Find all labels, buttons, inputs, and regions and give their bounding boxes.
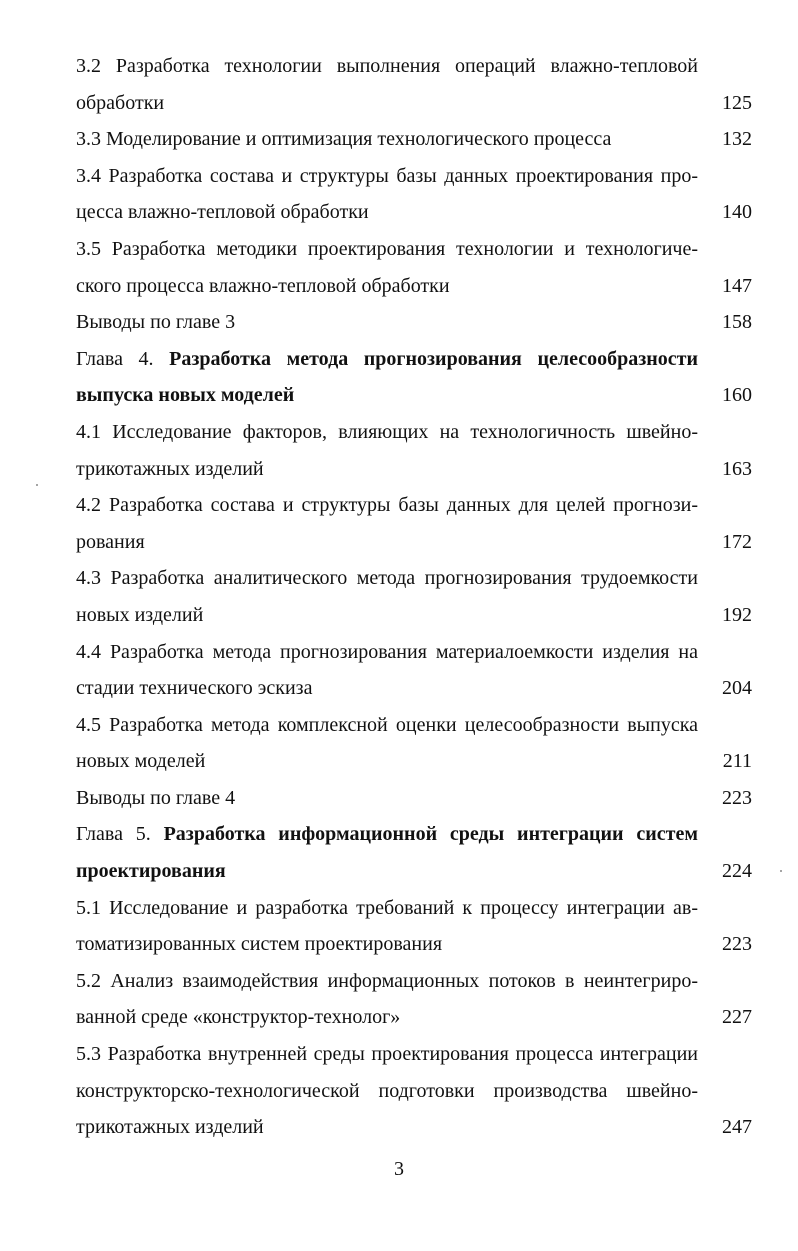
toc-entry-line: конструкторско-технологической подготовки производства швейно- — [76, 1079, 698, 1102]
page-number-footer: 3 — [394, 1158, 404, 1180]
toc-entry-4-4 — [76, 634, 752, 707]
toc-entry-line: обработки — [76, 91, 165, 114]
toc-page-number: 192 — [722, 603, 752, 626]
toc-entry-4-3 — [76, 560, 752, 633]
toc-entry-line: Выводы по главе 4 — [76, 786, 236, 809]
toc-entry-5-2 — [76, 963, 752, 1036]
toc-entry-3-3 — [76, 121, 752, 158]
chapter-title: проектирования — [76, 860, 226, 883]
chapter-prefix: Глава 5. — [76, 823, 164, 846]
toc-entry-5-1 — [76, 890, 752, 963]
toc-entry-line: 4.2 Разработка состава и структуры базы данных для целей прогнози- — [76, 494, 698, 517]
toc-entry-line: томатизированных систем проектирования — [76, 933, 443, 956]
toc-page-number: 204 — [722, 677, 752, 700]
toc-entry-3-2 — [76, 48, 752, 121]
toc-entry-line: стадии технического эскиза — [76, 677, 313, 700]
toc-entry-5-3 — [76, 1036, 752, 1146]
scan-speck — [36, 484, 38, 486]
toc-entry-chapter-5 — [76, 816, 752, 889]
toc-page-number: 158 — [722, 311, 752, 334]
chapter-prefix: Глава 4. — [76, 347, 170, 370]
toc-page-number: 224 — [722, 860, 752, 883]
toc-entry-line: 5.1 Исследование и разработка требований к процессу интеграции ав- — [76, 896, 698, 919]
toc-entry-line: ского процесса влажно-тепловой обработки — [76, 274, 450, 297]
chapter-title: Разработка информационной среды интеграции систем — [163, 823, 698, 846]
toc-entry-line: новых моделей — [76, 750, 206, 773]
toc-entry-3-5 — [76, 231, 752, 304]
toc-page-number: 147 — [722, 274, 752, 297]
toc-page-number: 223 — [722, 933, 752, 956]
toc-entry-conclusions-3 — [76, 304, 752, 341]
scan-speck — [780, 870, 782, 872]
toc-page-number: 125 — [722, 91, 752, 114]
toc-entry-line: 4.1 Исследование факторов, влияющих на технологичность швейно- — [76, 420, 698, 443]
chapter-title: Разработка метода прогнозирования целесообразности — [169, 347, 698, 370]
toc-entry-line: Выводы по главе 3 — [76, 311, 236, 334]
toc-entry-line: 3.5 Разработка методики проектирования технологии и технологиче- — [76, 237, 698, 260]
toc-entry-line — [76, 341, 698, 378]
toc-entry-line: 3.3 Моделирование и оптимизация технологического процесса — [76, 128, 612, 151]
toc-page-number: 140 — [722, 201, 752, 224]
toc-entry-line: трикотажных изделий — [76, 457, 264, 480]
toc-entry-line: цесса влажно-тепловой обработки — [76, 201, 369, 224]
toc-entry-line: 4.4 Разработка метода прогнозирования материалоемкости изделия на — [76, 640, 698, 663]
toc-entry-chapter-4 — [76, 341, 752, 414]
toc-entry-line: 4.5 Разработка метода комплексной оценки целесообразности выпуска — [76, 713, 698, 736]
toc-page-number: 160 — [722, 384, 752, 407]
toc-entry-4-1 — [76, 414, 752, 487]
toc-entry-line: 3.2 Разработка технологии выполнения операций влажно-тепловой — [76, 55, 698, 77]
toc-page-number: 172 — [722, 530, 752, 553]
toc-entry-line: 4.3 Разработка аналитического метода прогнозирования трудоемкости — [76, 567, 698, 590]
table-of-contents — [76, 48, 752, 1146]
toc-page-number: 132 — [722, 128, 752, 151]
toc-entry-line: рования — [76, 530, 145, 553]
toc-page-number: 247 — [722, 1116, 752, 1139]
toc-page-number: 163 — [722, 457, 752, 480]
chapter-title: выпуска новых моделей — [76, 384, 295, 407]
toc-entry-4-5 — [76, 707, 752, 780]
toc-entry-3-4 — [76, 158, 752, 231]
toc-entry-line: трикотажных изделий — [76, 1116, 264, 1139]
toc-entry-line: 5.2 Анализ взаимодействия информационных потоков в неинтегриро- — [76, 969, 698, 992]
toc-entry-line: 3.4 Разработка состава и структуры базы данных проектирования про- — [76, 164, 698, 187]
toc-entry-conclusions-4 — [76, 780, 752, 817]
toc-page-number: 223 — [722, 786, 752, 809]
toc-entry-line — [76, 816, 698, 853]
toc-page-number: 211 — [722, 750, 752, 773]
toc-entry-line: новых изделий — [76, 603, 204, 626]
toc-entry-line: ванной среде «конструктор-технолог» — [76, 1006, 401, 1029]
toc-entry-line: 5.3 Разработка внутренней среды проектирования процесса интеграции — [76, 1043, 698, 1066]
toc-page-number: 227 — [722, 1006, 752, 1029]
toc-entry-4-2 — [76, 487, 752, 560]
